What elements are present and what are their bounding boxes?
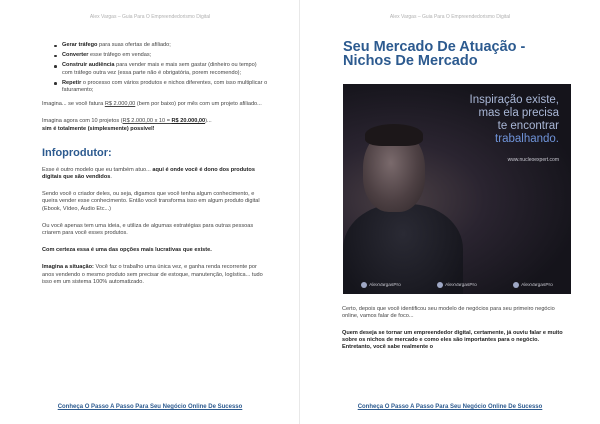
youtube-icon (361, 282, 367, 288)
footer-link[interactable]: Conheça O Passo A Passo Para Seu Negócio Online De Sucesso (357, 404, 543, 410)
list-item (54, 42, 268, 49)
paragraph-lucrative: Com certeza essa é uma das opções mais lucrativas que existe. (42, 247, 212, 254)
paragraph-niches: Quem deseja se tornar um empreendedor digital, certamente, já ouviu falar e muito sobre os nichos de mercado e como eles são importantes para o negócio. Entretanto, você sabe realmente o (342, 330, 563, 351)
video-thumbnail[interactable] (343, 84, 571, 294)
paragraph-revenue: Imagina... se você fatura R$ 2.000,00 (bem por baixo) por mês com um projeto afiliado... (42, 101, 262, 108)
bullet-text: para vender mais e mais sem gastar (dinheiro ou tempo) com tráfego outra vez (essa parte não é obrigatória, porem recomendo); (62, 62, 257, 76)
presenter-hair (365, 124, 423, 146)
facebook-icon (437, 282, 443, 288)
left-content (42, 42, 268, 286)
bullet-text: o processo com vários produtos e nichos diferentes, com isso multiplicar o faturamento; (62, 79, 268, 94)
quote-line: te encontrar (497, 120, 559, 132)
video-quote (470, 94, 560, 146)
paragraph-infoprodutor: Esse é outro modelo que eu também atuo... aqui é onde você é dono dos produtos digitais que são vendidos. (42, 166, 255, 181)
section-title-infoprodutor: Infoprodutor: (42, 146, 112, 159)
running-head: Alex Vargas – Guia Para O Empreendedorismo Digital (89, 14, 211, 20)
quote-line: Inspiração existe, (469, 94, 559, 106)
social-handles (343, 282, 571, 288)
bullet-text: para suas ofertas de afiliado; (97, 42, 171, 48)
bullet-bold: Converter (62, 52, 89, 59)
paragraph-projects: Imagina agora com 10 projetos (R$ 2.000,00 x 10 = R$ 20.000,00)... sim é totalmente (simplesmente) possível! (42, 118, 212, 132)
right-page (300, 0, 600, 424)
instagram-icon (513, 282, 519, 288)
video-website: www.nucleoexpert.com (507, 157, 559, 163)
paragraph-situation: Imagina a situação: Você faz o trabalho uma única vez, e ganha renda recorrente por anos vendendo o mesmo produto sem precisar de estoque, manutenção, logística... tudo isso em um sistema 100% automatizado. (42, 264, 263, 285)
list-item (54, 80, 268, 94)
bullet-bold: Construir audiência (62, 62, 115, 69)
bullet-text: esse tráfego em vendas; (88, 52, 152, 59)
social-handle: AlexVargasPro (361, 282, 401, 288)
page-title: Seu Mercado De Atuação - Nichos De Mercado (343, 39, 526, 69)
running-head: Alex Vargas – Guia Para O Empreendedorismo Digital (389, 14, 511, 20)
list-item (54, 62, 268, 76)
paragraph-idea: Ou você apenas tem uma ideia, e utiliza de algumas estratégias para outras pessoas criarem para você esses produtos. (42, 222, 254, 237)
right-content-2 (342, 330, 568, 352)
social-handle: AlexVargasPro (513, 282, 553, 288)
quote-line: mas ela precisa (478, 107, 559, 119)
paragraph-creator: Sendo você o criador deles, ou seja, digamos que você tenha algum conhecimento, e queira vender esse conhecimento. Então você transforma isso em algum produto digital (Ebook, Vídeo, Áudio Etc...) (42, 191, 260, 212)
paragraph-focus: Certo, depois que você identificou seu modelo de negócios para seu primeiro negócio online, vamos falar de foco... (342, 306, 555, 320)
right-content-1 (342, 306, 568, 320)
bullet-bold: Gerar tráfego (62, 42, 98, 48)
social-handle: AlexVargasPro (437, 282, 477, 288)
quote-line-highlight: trabalhando. (495, 133, 559, 145)
footer-link[interactable]: Conheça O Passo A Passo Para Seu Negócio Online De Sucesso (57, 404, 243, 410)
list-item (54, 52, 268, 59)
bullet-bold: Repetir (62, 79, 82, 86)
presenter-body (343, 204, 463, 294)
bullet-list (54, 42, 268, 94)
